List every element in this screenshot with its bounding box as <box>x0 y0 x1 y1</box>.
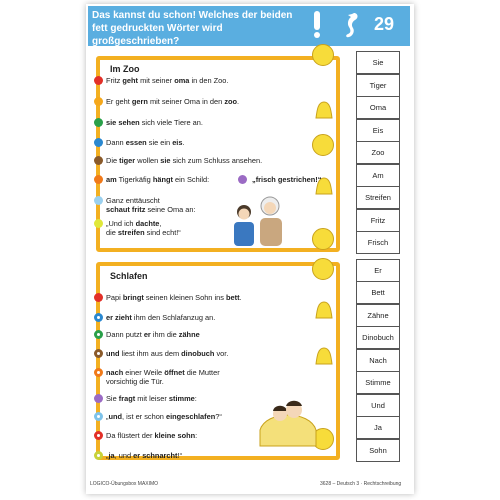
exclamation-icon <box>310 11 324 39</box>
bedtime-illustration <box>256 390 320 450</box>
instruction-text <box>92 9 312 48</box>
schlafen-sentence <box>106 451 182 460</box>
zoo-sentence <box>106 138 185 147</box>
sentence-text: ihm den Schlafanzug an. <box>131 313 216 322</box>
sentence-text: Dann putzt <box>106 330 144 339</box>
answer-cell[interactable]: Ja <box>356 416 400 439</box>
bold-word: schaut fritz <box>106 205 146 214</box>
sentence-text: . <box>182 138 185 147</box>
schlafen-sentence <box>106 330 200 339</box>
sentence-text: vor. <box>214 349 229 358</box>
sentence-text: Tigerkäfig <box>116 175 153 184</box>
page-number: 29 <box>374 14 395 34</box>
sentence-text: Ganz enttäuscht <box>106 196 160 205</box>
answer-cell[interactable]: Frisch <box>356 231 400 254</box>
bold-word: dachte <box>135 219 160 228</box>
answer-cell[interactable]: Stimme <box>356 371 400 394</box>
sentence-text: liest ihm aus dem <box>119 349 182 358</box>
sentence-text: , ist er schon <box>122 412 166 421</box>
color-dot-icon <box>94 97 103 106</box>
bold-word: streifen <box>117 228 145 237</box>
bold-word: und <box>108 412 123 421</box>
color-dot-icon <box>94 451 103 460</box>
color-dot-icon <box>94 156 103 165</box>
answer-cell[interactable]: Nach <box>356 349 400 372</box>
color-dot-icon <box>94 368 103 377</box>
sentence-text: Dann <box>106 138 126 147</box>
color-dot-icon <box>238 175 247 184</box>
sentence-text: einer Weile <box>123 368 165 377</box>
color-dot-icon <box>94 118 103 127</box>
color-dot-icon <box>94 349 103 358</box>
answer-cell[interactable]: Zoo <box>356 141 400 164</box>
bold-word: er <box>143 330 151 339</box>
color-dot-icon <box>94 219 103 228</box>
sentence-text: !“ <box>177 451 183 460</box>
sentence-text: , und <box>114 451 134 460</box>
schlafen-sentence <box>106 293 242 302</box>
sentence-text: Papi <box>106 293 123 302</box>
bold-word: bett <box>225 293 240 302</box>
sentence-text: sich viele Tiere an. <box>139 118 203 127</box>
zoo-title: Im Zoo <box>110 64 140 74</box>
seahorse-icon <box>342 10 362 40</box>
bold-word: er zieht <box>106 313 132 322</box>
schlafen-sentence <box>106 412 222 421</box>
bold-word: hängt <box>152 175 173 184</box>
zoo-sentence-continued <box>106 205 196 214</box>
bold-word: oma <box>174 76 190 85</box>
sentence-text: sie ein <box>146 138 173 147</box>
schlafen-sentence <box>106 349 228 358</box>
answer-cell[interactable]: Fritz <box>356 209 400 232</box>
sentence-text: . <box>239 293 242 302</box>
color-dot-icon <box>94 412 103 421</box>
bell-icon <box>314 300 334 326</box>
bold-word: er <box>133 451 141 460</box>
smiley-icon <box>312 44 334 66</box>
sentence-text: . <box>237 97 240 106</box>
answer-cell[interactable]: Er <box>356 259 400 282</box>
bold-word: bringt <box>122 293 144 302</box>
sentence-text: Er geht <box>106 97 132 106</box>
bold-word: essen <box>125 138 147 147</box>
answer-cell[interactable]: Zähne <box>356 304 400 327</box>
answer-cell[interactable]: Tiger <box>356 74 400 97</box>
zoo-sign-text <box>252 175 321 184</box>
grandma-and-boy-illustration <box>226 192 290 246</box>
color-dot-icon <box>94 330 103 339</box>
sentence-text: sich zum Schluss ansehen. <box>170 156 263 165</box>
answer-cell[interactable]: Dinobuch <box>356 326 400 349</box>
sentence-text: vorsichtig die Tür. <box>106 377 164 386</box>
bold-word: öffnet <box>164 368 185 377</box>
bell-icon <box>314 100 334 126</box>
sentence-text: „ <box>106 451 109 460</box>
bell-icon <box>314 346 334 372</box>
answer-cell[interactable]: Am <box>356 164 400 187</box>
schlafen-title: Schlafen <box>110 271 148 281</box>
color-dot-icon <box>94 175 103 184</box>
schlafen-sentence <box>106 394 197 403</box>
zoo-sentence-continued <box>106 228 181 237</box>
smiley-icon <box>312 134 334 156</box>
schlafen-sentence <box>106 368 220 377</box>
smiley-icon <box>312 228 334 250</box>
bold-word: am <box>106 175 117 184</box>
sentence-text: Fritz <box>106 76 123 85</box>
sentence-text: Sie <box>106 394 119 403</box>
bold-word: eingeschlafen <box>165 412 216 421</box>
sentence-text: sind echt!“ <box>144 228 181 237</box>
color-dot-icon <box>94 293 103 302</box>
sentence-text: mit leiser <box>135 394 169 403</box>
answer-cell[interactable]: Streifen <box>356 186 400 209</box>
zoo-sentence <box>106 118 203 127</box>
bold-word: und <box>106 349 120 358</box>
sentence-text: mit seiner Oma in den <box>147 97 225 106</box>
sentence-text: , <box>159 219 162 228</box>
answer-cell[interactable]: Eis <box>356 119 400 142</box>
sentence-text: die <box>106 228 118 237</box>
sentence-text: ein Schild: <box>172 175 210 184</box>
answer-cell[interactable]: Bett <box>356 281 400 304</box>
sentence-text: : <box>195 431 198 440</box>
footer-left: LOGICO-Übungsbox MAXIMO <box>90 481 159 487</box>
bold-word: kleine sohn <box>154 431 196 440</box>
color-dot-icon <box>94 394 103 403</box>
sentence-text: „ <box>106 412 109 421</box>
zoo-sentence <box>106 196 160 205</box>
color-dot-icon <box>94 313 103 322</box>
schlafen-sentence <box>106 313 215 322</box>
color-dot-icon <box>94 196 103 205</box>
sentence-text: Da flüstert der <box>106 431 155 440</box>
color-dot-icon <box>94 431 103 440</box>
sentence-text: ihm die <box>150 330 179 339</box>
sentence-text: „Und ich <box>106 219 136 228</box>
sentence-text: die Mutter <box>184 368 220 377</box>
instruction-line-1: Das kannst du schon! Welches der beiden <box>92 10 293 21</box>
bold-word: eis <box>172 138 183 147</box>
bold-word: gern <box>131 97 148 106</box>
color-dot-icon <box>94 76 103 85</box>
bold-word: zoo <box>224 97 238 106</box>
bold-word: ja <box>108 451 115 460</box>
bold-word: zähne <box>178 330 200 339</box>
bold-word: geht <box>122 76 139 85</box>
zoo-sentence <box>106 76 228 85</box>
sentence-text: seine Oma an: <box>145 205 196 214</box>
schlafen-sentence <box>106 431 197 440</box>
sentence-text: : <box>194 394 197 403</box>
bold-word: stimme <box>168 394 195 403</box>
color-dot-icon <box>94 138 103 147</box>
schlafen-sentence-continued <box>106 377 164 386</box>
footer-right: 3628 – Deutsch 3 · Rechtschreibung <box>320 481 402 487</box>
bold-word: sie sehen <box>106 118 140 127</box>
sentence-text: ?“ <box>215 412 222 421</box>
sentence-text: seinen kleinen Sohn ins <box>143 293 226 302</box>
instruction-line-2: fett gedruckten Wörter wird großgeschrieben? <box>92 23 223 47</box>
bold-word: „frisch gestrichen!“ <box>252 175 322 184</box>
bold-word: nach <box>106 368 124 377</box>
sentence-text: wollen <box>135 156 161 165</box>
sentence-text: mit seiner <box>138 76 175 85</box>
zoo-sentence <box>106 97 239 106</box>
answer-cell[interactable]: Sie <box>356 51 400 74</box>
sentence-text: in den Zoo. <box>189 76 229 85</box>
bold-word: sie <box>160 156 171 165</box>
smiley-icon <box>312 258 334 280</box>
answer-cell[interactable]: Oma <box>356 96 400 119</box>
zoo-sentence <box>106 175 209 184</box>
sentence-text: Die <box>106 156 120 165</box>
bold-word: fragt <box>118 394 136 403</box>
bold-word: tiger <box>119 156 136 165</box>
bold-word: schnarcht <box>140 451 178 460</box>
zoo-sentence <box>106 219 161 228</box>
answer-cell[interactable]: Und <box>356 394 400 417</box>
bold-word: dinobuch <box>181 349 215 358</box>
answer-cell[interactable]: Sohn <box>356 439 400 462</box>
zoo-sentence <box>106 156 262 165</box>
